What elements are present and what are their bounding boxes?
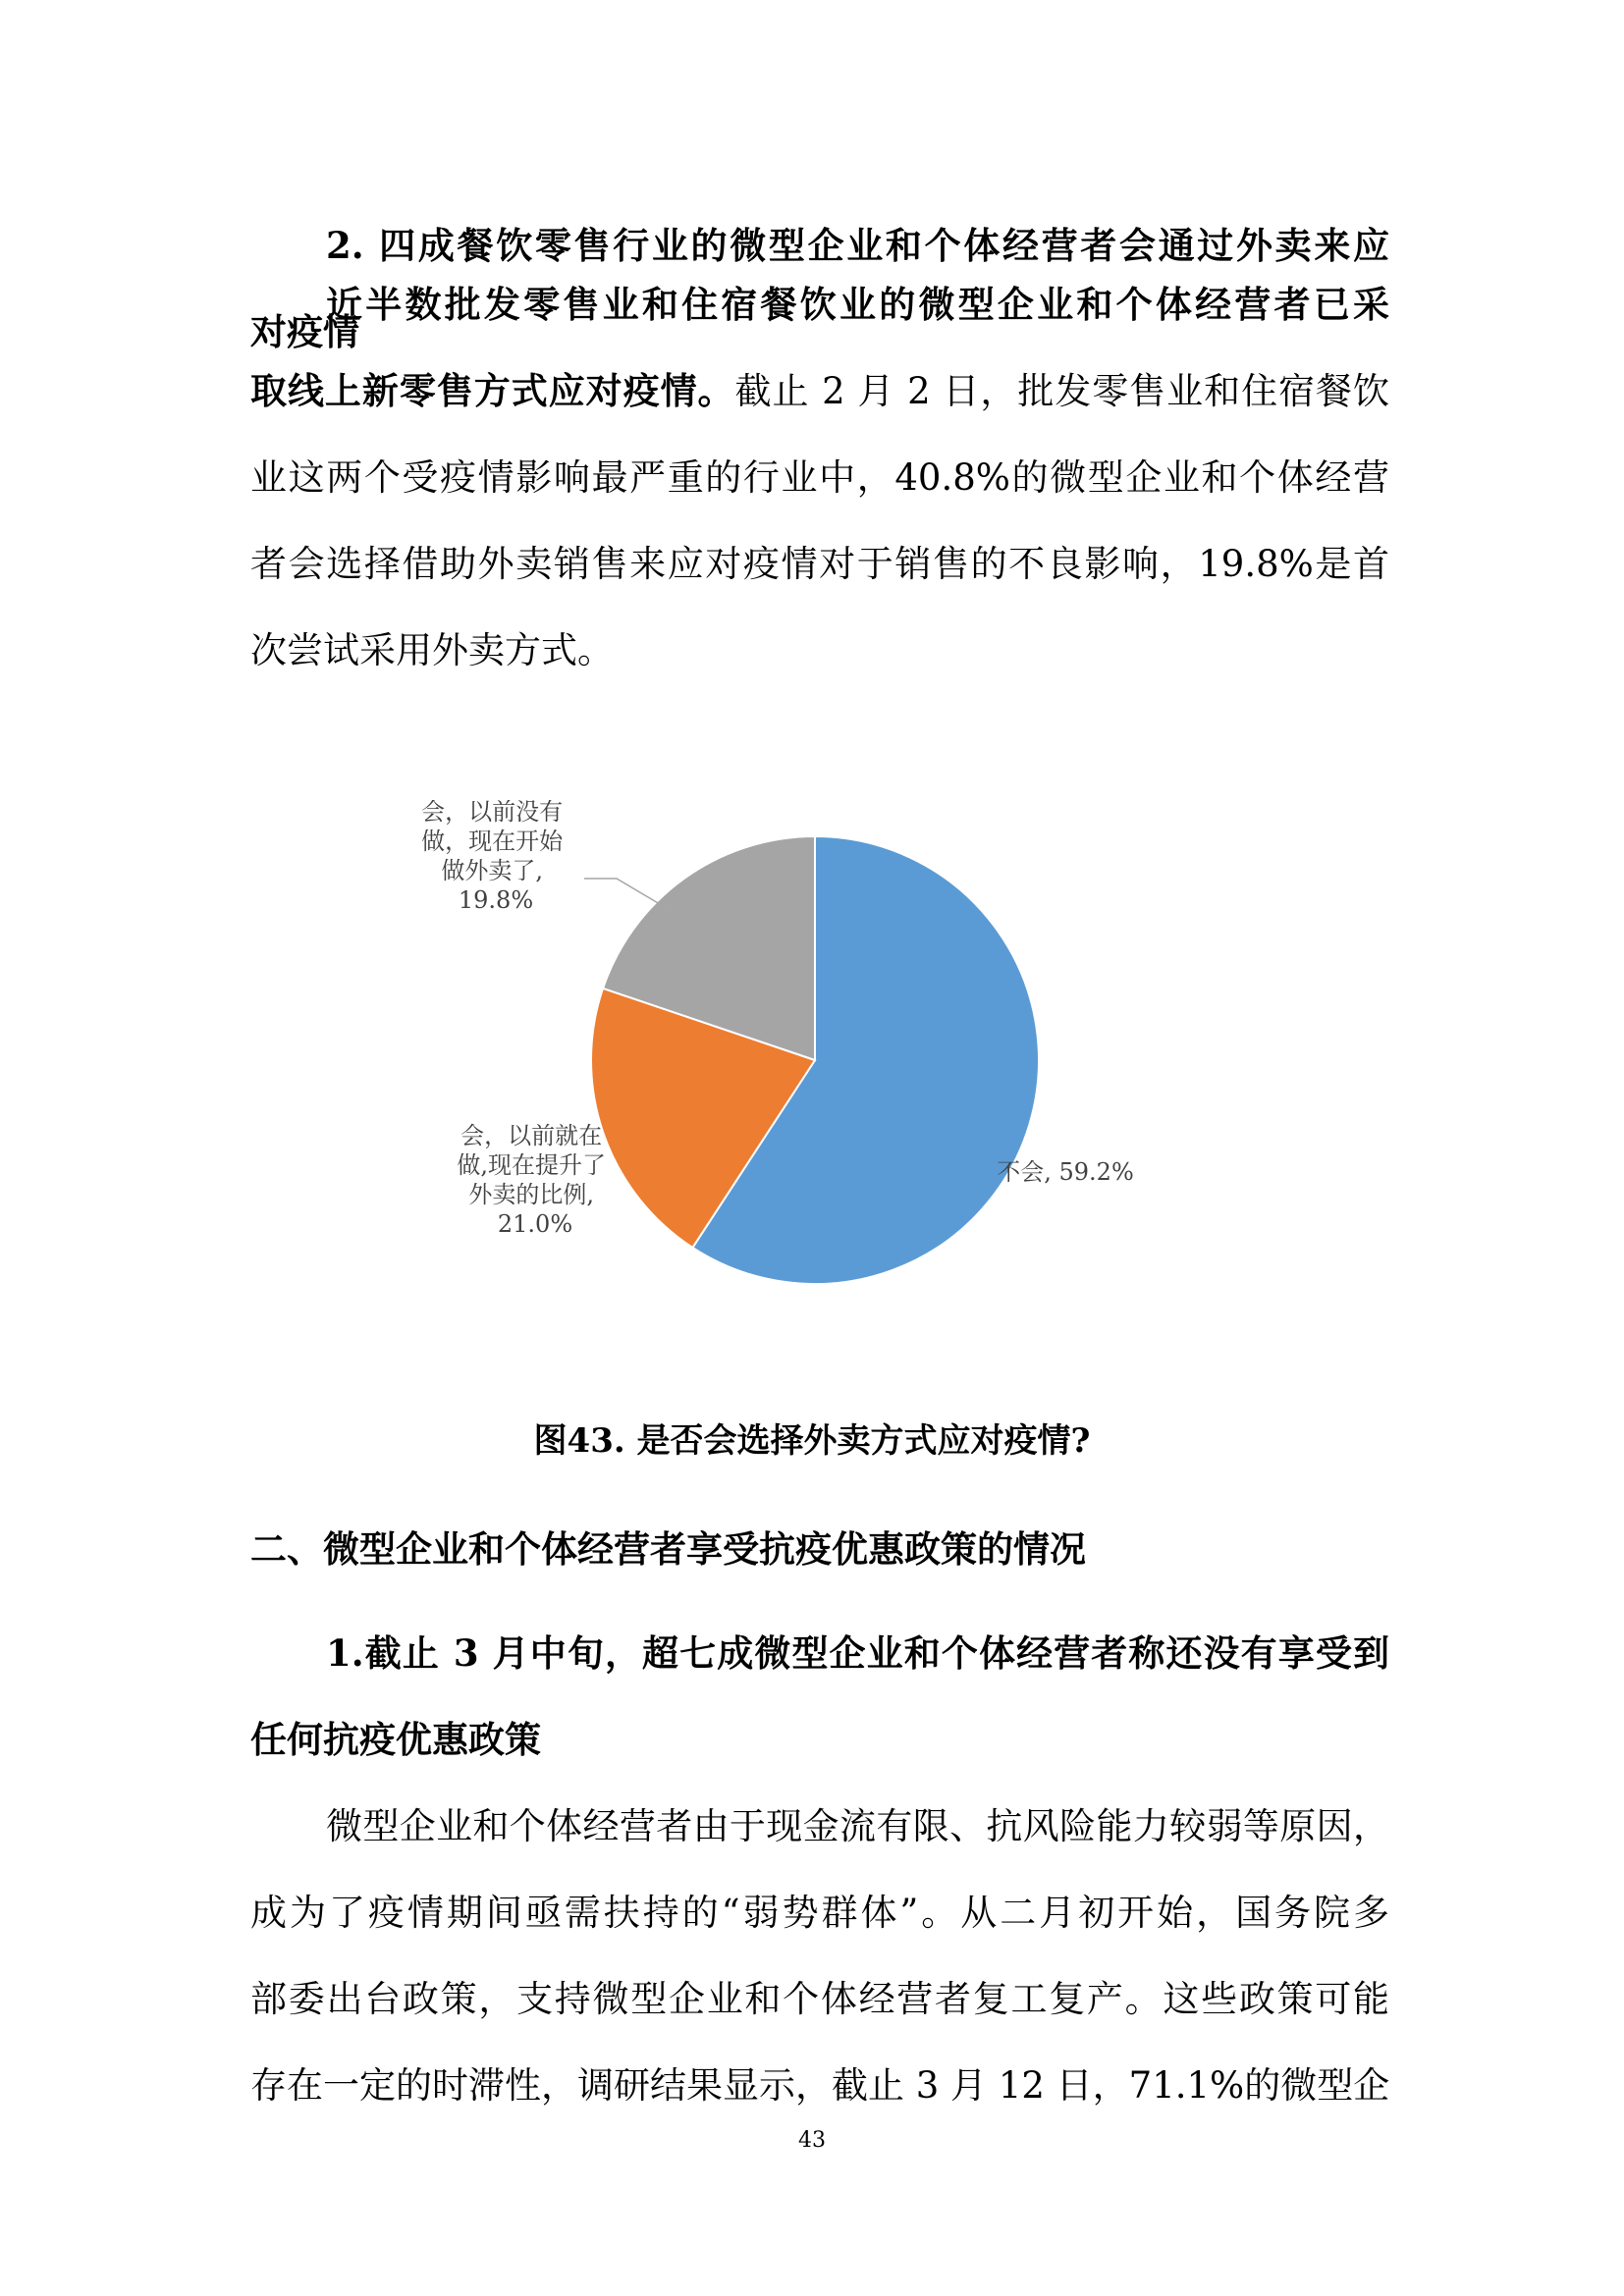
paragraph-2-line-3: 部委出台政策，支持微型企业和个体经营者复工复产。这些政策可能 [250, 1978, 1389, 2020]
pie-label-slice-3-line-2: 做，现在开始 [421, 828, 564, 855]
section-heading-1-line-1: 2. 四成餐饮零售行业的微型企业和个体经营者会通过外卖来应 [326, 224, 1389, 267]
figure-caption: 图43. 是否会选择外卖方式应对疫情? [533, 1421, 1091, 1461]
pie-label-slice-1 [997, 1158, 1134, 1186]
section-heading-3-line-1: 1.截止 3 月中旬，超七成微型企业和个体经营者称还没有享受到 [326, 1631, 1389, 1675]
pie-label-slice-2-line-2: 做,现在提升了 [457, 1151, 606, 1179]
pie-label-slice-2 [457, 1122, 613, 1238]
paragraph-1-bold-end: 取线上新零售方式应对疫情。 [250, 369, 735, 412]
pie-label-slice-3-line-3: 做外卖了, [441, 857, 543, 884]
pie-label-slice-1-line-1: 不会, 59.2% [997, 1158, 1134, 1186]
paragraph-2-line-4: 存在一定的时滞性，调研结果显示，截止 3 月 12 日，71.1%的微型企 [250, 2064, 1390, 2107]
section-heading-2-text: 二、微型企业和个体经营者享受抗疫优惠政策的情况 [250, 1527, 1086, 1571]
paragraph-1-line-1: 近半数批发零售业和住宿餐饮业的微型企业和个体经营者已采 [326, 283, 1389, 326]
paragraph-1-line-4: 者会选择借助外卖销售来应对疫情对于销售的不良影响，19.8%是首 [250, 543, 1389, 585]
paragraph-1-line-3: 业这两个受疫情影响最严重的行业中，40.8%的微型企业和个体经营 [250, 456, 1389, 499]
paragraph-1-line-5: 次尝试采用外卖方式。 [250, 629, 614, 671]
paragraph-2-line-1: 微型企业和个体经营者由于现金流有限、抗风险能力较弱等原因， [326, 1805, 1389, 1847]
pie-label-slice-3-line-4: 19.8% [458, 886, 534, 914]
pie-label-slice-3 [421, 800, 570, 914]
pie-label-slice-2-line-1: 会，以前就在 [460, 1122, 603, 1149]
page-number: 43 [798, 2128, 826, 2153]
pie-label-slice-2-line-4: 21.0% [497, 1210, 573, 1238]
pie-label-slice-3-line-1: 会，以前没有 [421, 800, 564, 826]
section-heading-3-line-2: 任何抗疫优惠政策 [250, 1718, 541, 1761]
paragraph-1-line-2-rest: 截止 2 月 2 日，批发零售业和住宿餐饮 [734, 370, 1389, 412]
paragraph-1-line-2 [250, 361, 1389, 414]
pie-chart [373, 800, 1257, 1350]
section-heading-1-line-2: 对疫情 [250, 310, 359, 353]
pie-label-slice-2-line-3: 外卖的比例, [468, 1181, 594, 1208]
paragraph-2-line-2: 成为了疫情期间亟需扶持的“弱势群体”。从二月初开始，国务院多 [250, 1892, 1389, 1934]
